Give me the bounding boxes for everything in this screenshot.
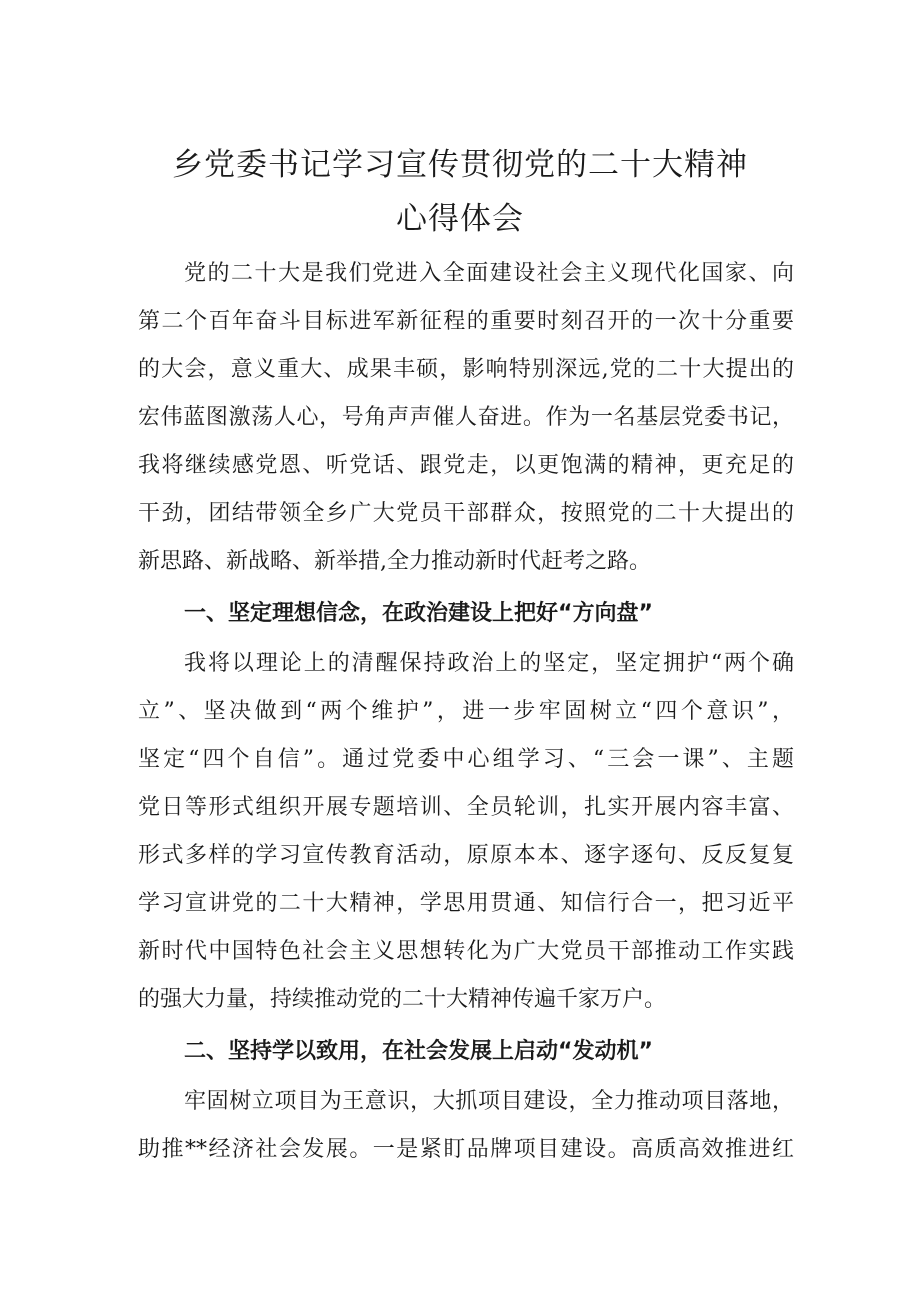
- document-title: [0, 138, 920, 246]
- paragraph-1-line: 干劲，团结带领全乡广大党员干部群众，按照党的二十大提出的: [138, 501, 794, 526]
- title-line-2: 心得体会: [396, 201, 524, 237]
- paragraph-1-line: 的大会，意义重大、成果丰硕，影响特别深远,党的二十大提出的: [138, 357, 794, 382]
- paragraph-1-line: 我将继续感党恩、听党话、跟党走，以更饱满的精神，更充足的: [138, 453, 794, 478]
- section-1-line: 党日等形式组织开展专题培训、全员轮训，扎实开展内容丰富、: [138, 795, 794, 820]
- section-2-line: 助推**经济社会发展。一是紧盯品牌项目建设。高质高效推进红: [138, 1137, 794, 1162]
- section-2-heading: 二、坚持学以致用，在社会发展上启动“发动机”: [184, 1039, 653, 1064]
- paragraph-1-line: 第二个百年奋斗目标进军新征程的重要时刻召开的一次十分重要: [138, 309, 794, 334]
- section-1-line: 我将以理论上的清醒保持政治上的坚定，坚定拥护“两个确: [184, 651, 794, 676]
- section-1-line: 新时代中国特色社会主义思想转化为广大党员干部推动工作实践: [138, 939, 794, 964]
- section-1-line: 学习宣讲党的二十大精神，学思用贯通、知信行合一，把习近平: [138, 891, 794, 916]
- title-line-1: 乡党委书记学习宣传贯彻党的二十大精神: [172, 147, 748, 183]
- section-1-line: 坚定“四个自信”。通过党委中心组学习、“三会一课”、主题: [138, 747, 794, 772]
- section-1-line: 立”、坚决做到“两个维护”，进一步牢固树立“四个意识”，: [138, 699, 794, 724]
- paragraph-1-line: 宏伟蓝图激荡人心，号角声声催人奋进。作为一名基层党委书记，: [138, 405, 794, 430]
- section-1-line: 形式多样的学习宣传教育活动，原原本本、逐字逐句、反反复复: [138, 843, 794, 868]
- paragraph-1-line: 新思路、新战略、新举措,全力推动新时代赶考之路。: [138, 549, 651, 574]
- section-1-line: 的强大力量，持续推动党的二十大精神传遍千家万户。: [138, 987, 667, 1012]
- paragraph-1-line: 党的二十大是我们党进入全面建设社会主义现代化国家、向: [184, 261, 794, 286]
- section-1-heading: 一、坚定理想信念，在政治建设上把好“方向盘”: [184, 601, 653, 626]
- section-2-line: 牢固树立项目为王意识，大抓项目建设，全力推动项目落地，: [184, 1089, 794, 1114]
